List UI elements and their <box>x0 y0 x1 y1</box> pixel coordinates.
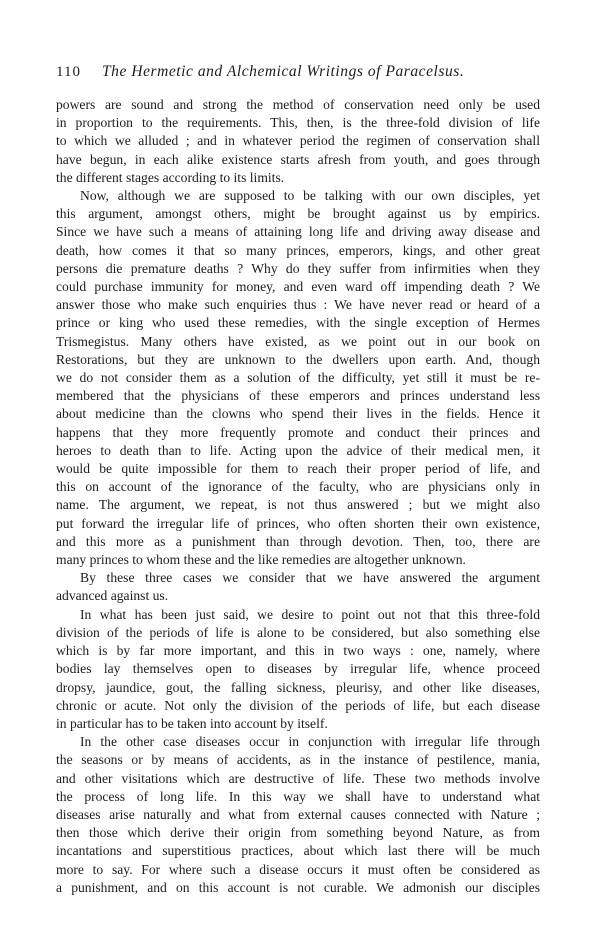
text-line: happens that they more frequently promote and conduct their princes and <box>56 424 540 440</box>
text-line: the process of long life. In this way we shall have to understand what <box>56 788 540 804</box>
text-line: Trismegistus. Many others have existed, as we point out in our book on <box>56 333 540 349</box>
text-line: answer those who make such enquiries thus : We have never read or heard of a <box>56 297 540 313</box>
text-line: and this more as a punishment than through devotion. Then, too, there are <box>56 533 540 549</box>
text-line: advanced against us. <box>56 588 169 604</box>
paragraph <box>56 187 540 569</box>
text-line: membered that the physicians of these emperors and princes understand less <box>56 388 540 404</box>
paragraph <box>56 96 540 187</box>
text-line: In the other case diseases occur in conjunction with irregular life through <box>80 734 540 750</box>
text-line: By these three cases we consider that we have answered the argument <box>80 570 540 586</box>
text-line: many princes to whom these and the like remedies are altogether unknown. <box>56 552 466 568</box>
text-line: in proportion to the requirements. This, then, is the three-fold division of life <box>56 115 540 131</box>
text-line: name. The argument, we repeat, is not thus answered ; but we might also <box>56 497 540 513</box>
text-line: in particular has to be taken into account by itself. <box>56 715 328 731</box>
text-line: a punishment, and on this account is not curable. We admonish our disciples <box>56 879 540 895</box>
page-number: 110 <box>56 64 81 80</box>
text-line: diseases arise naturally and what from external causes connected with Nature ; <box>56 806 540 822</box>
text-line: death, how comes it that so many princes, emperors, kings, and other great <box>56 242 540 258</box>
text-line: incantations and superstitious practices, about which last there will be much <box>56 843 540 859</box>
text-line: In what has been just said, we desire to point out not that this three-fold <box>80 606 540 622</box>
text-line: Now, although we are supposed to be talking with our own disciples, yet <box>80 188 540 204</box>
text-line: Since we have such a means of attaining long life and driving away disease and <box>56 224 540 240</box>
text-line: put forward the irregular life of princes, who often shorten their own existence, <box>56 515 540 531</box>
text-line: more to say. For where such a disease occurs it must often be considered as <box>56 861 540 877</box>
text-line: dropsy, jaundice, gout, the falling sickness, pleurisy, and other like diseases, <box>56 679 540 695</box>
text-line: the seasons or by means of accidents, as in the instance of pestilence, mania, <box>56 752 540 768</box>
text-line: then those which derive their origin from something beyond Nature, as from <box>56 825 540 841</box>
text-line: the different stages according to its limits. <box>56 169 285 185</box>
body-text <box>56 96 540 897</box>
text-line: powers are sound and strong the method of conservation need only be used <box>56 97 540 112</box>
paragraph <box>56 733 540 897</box>
text-line: to which we alluded ; and in whatever period the regimen of conservation shall <box>56 133 540 149</box>
text-line: about medicine than the clowns who spend their lives in the fields. Hence it <box>56 406 540 422</box>
text-line: would be quite impossible for them to reach their proper period of life, and <box>56 461 540 477</box>
text-line: prince or king who used these remedies, with the single exception of Hermes <box>56 315 540 331</box>
text-line: this on account of the ignorance of the faculty, who are physicians only in <box>56 479 540 495</box>
text-line: which is by far more important, and this in two ways : one, namely, where <box>56 643 540 659</box>
text-line: Restorations, but they are unknown to the dwellers upon earth. And, though <box>56 351 540 367</box>
text-line: heroes to death than to life. Acting upon the advice of their medical men, it <box>56 442 540 458</box>
text-line: division of the periods of life is alone to be considered, but also something else <box>56 624 540 640</box>
text-line: could purchase immunity for money, and even ward off impending death ? We <box>56 279 540 295</box>
text-line: bodies lay themselves open to diseases by irregular life, whence proceed <box>56 661 540 677</box>
paragraph <box>56 569 540 605</box>
running-title: The Hermetic and Alchemical Writings of Paracelsus. <box>102 63 465 80</box>
text-line: we do not consider them as a solution of the difficulty, yet still it must be re- <box>56 370 540 386</box>
book-page <box>56 62 540 897</box>
running-header <box>56 62 540 82</box>
text-line: have begun, in each alike existence starts afresh from youth, and goes through <box>56 151 540 167</box>
text-line: chronic or acute. Not only the division of the periods of life, but each disease <box>56 697 540 713</box>
text-line: this argument, amongst others, might be brought against us by empirics. <box>56 206 540 222</box>
text-line: persons die premature deaths ? Why do they suffer from infirmities when they <box>56 260 540 276</box>
text-line: and other visitations which are destructive of life. These two methods involve <box>56 770 540 786</box>
paragraph <box>56 606 540 733</box>
